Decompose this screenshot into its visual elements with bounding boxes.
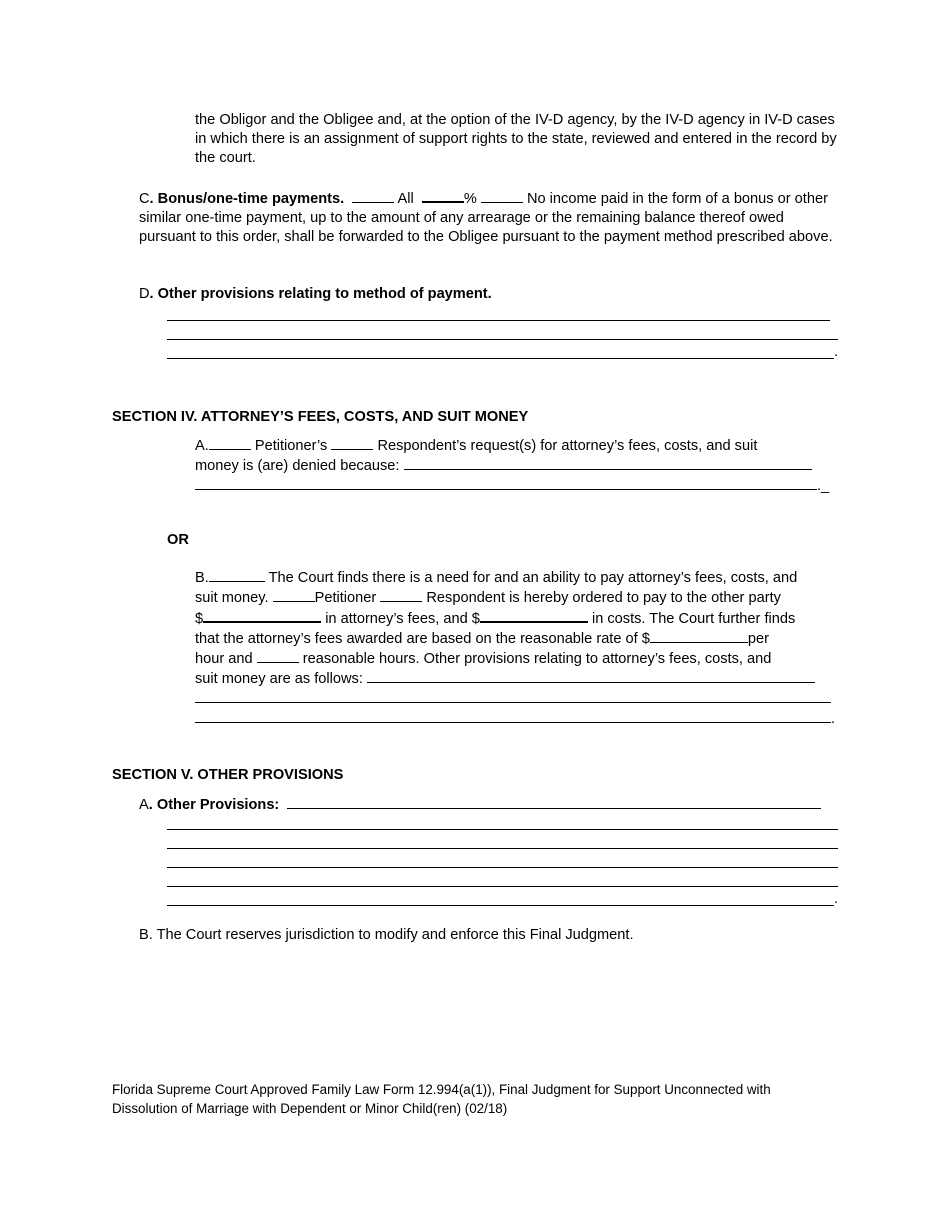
form-footer — [112, 1080, 832, 1118]
continuation-paragraph — [195, 111, 843, 168]
bonus-all-blank[interactable] — [352, 189, 394, 203]
other-payment-provisions: D. Other provisions relating to method of payment. — [139, 286, 492, 302]
other-provisions-line-5[interactable] — [167, 905, 834, 906]
other-payment-provisions-title: . Other provisions relating to method of payment. — [149, 286, 492, 302]
fees-denied-reason-line-2[interactable] — [195, 476, 817, 490]
other-provisions-paragraph: A. Other Provisions: — [139, 795, 839, 815]
jurisdiction-paragraph — [139, 926, 839, 945]
fees-awarded-blank[interactable] — [209, 568, 265, 582]
fees-respondent-order-blank[interactable] — [380, 588, 422, 602]
bonus-payments-text: C. Bonus/one-time payments. All % No income paid in the form of a bonus or other similar one-time payment, up to the amount of any arrearage or the remaining balance thereof owed pursuant to this order, shall be forwarded to the Obligee pursuant to the payment method prescribed above. — [139, 188, 839, 247]
fees-awarded-paragraph: B. The Court finds there is a need for and an ability to pay attorney’s fees, costs, and suit money. Petitioner Respondent is hereby ordered to pay to the other party $ in attorney’s fees, and $ in costs. The Court further finds that the attorney’s fees awarded are based on the reasonable rate of $ per hour and reasonable hours. Other provisions relating to attorney’s fees, costs, and suit money are as follows: . — [195, 570, 836, 727]
jurisdiction-text: B. The Court reserves jurisdiction to modify and enforce this Final Judgment. — [139, 927, 634, 943]
section-v-heading: SECTION V. OTHER PROVISIONS — [112, 767, 344, 783]
fees-provisions-line-2[interactable] — [195, 689, 831, 703]
other-provisions-line-0[interactable] — [287, 795, 821, 809]
other-provisions-line-3[interactable] — [167, 867, 838, 868]
costs-amount-blank[interactable] — [480, 608, 588, 623]
other-provisions-line-1[interactable] — [167, 829, 838, 830]
bonus-percent-blank[interactable] — [422, 188, 464, 203]
other-provisions-line-4[interactable] — [167, 886, 838, 887]
or-label: OR — [167, 532, 189, 548]
fees-denied-blank[interactable] — [209, 436, 251, 450]
section-iv-heading: SECTION IV. ATTORNEY’S FEES, COSTS, AND SUIT MONEY — [112, 409, 529, 425]
bonus-payments-paragraph — [139, 188, 839, 247]
reasonable-hours-blank[interactable] — [257, 649, 299, 663]
fees-petitioner-blank[interactable] — [273, 588, 315, 602]
payment-provisions-line-3[interactable] — [167, 358, 834, 359]
fees-denied-paragraph: A. Petitioner’s Respondent’s request(s) for attorney’s fees, costs, and suit money is (are) denied because: ._ — [195, 438, 830, 494]
footer-line-2: Dissolution of Marriage with Dependent or Minor Child(ren) (02/18) — [112, 1101, 508, 1116]
fees-denied-reason-line-1[interactable] — [404, 456, 812, 470]
other-provisions-title: . Other Provisions: — [148, 797, 280, 813]
fees-provisions-line-1[interactable] — [367, 669, 815, 683]
continuation-text: the Obligor and the Obligee and, at the option of the IV-D agency, by the IV-D agency in IV-D cases in which there is an assignment of support rights to the state, reviewed and entered in the record by the court. — [195, 112, 837, 166]
fees-respondent-blank[interactable] — [331, 436, 373, 450]
other-provisions-line-2[interactable] — [167, 848, 838, 849]
hourly-rate-blank[interactable] — [650, 629, 748, 643]
payment-provisions-line-1[interactable] — [167, 320, 830, 321]
payment-provisions-line-2[interactable] — [167, 339, 838, 340]
bonus-none-blank[interactable] — [481, 189, 523, 203]
attorney-fees-amount-blank[interactable] — [203, 608, 321, 623]
fees-provisions-line-3[interactable] — [195, 709, 831, 723]
bonus-payments-title: . Bonus/one-time payments. — [149, 191, 345, 207]
footer-line-1: Florida Supreme Court Approved Family Law Form 12.994(a(1)), Final Judgment for Support Unconnected with — [112, 1082, 771, 1097]
